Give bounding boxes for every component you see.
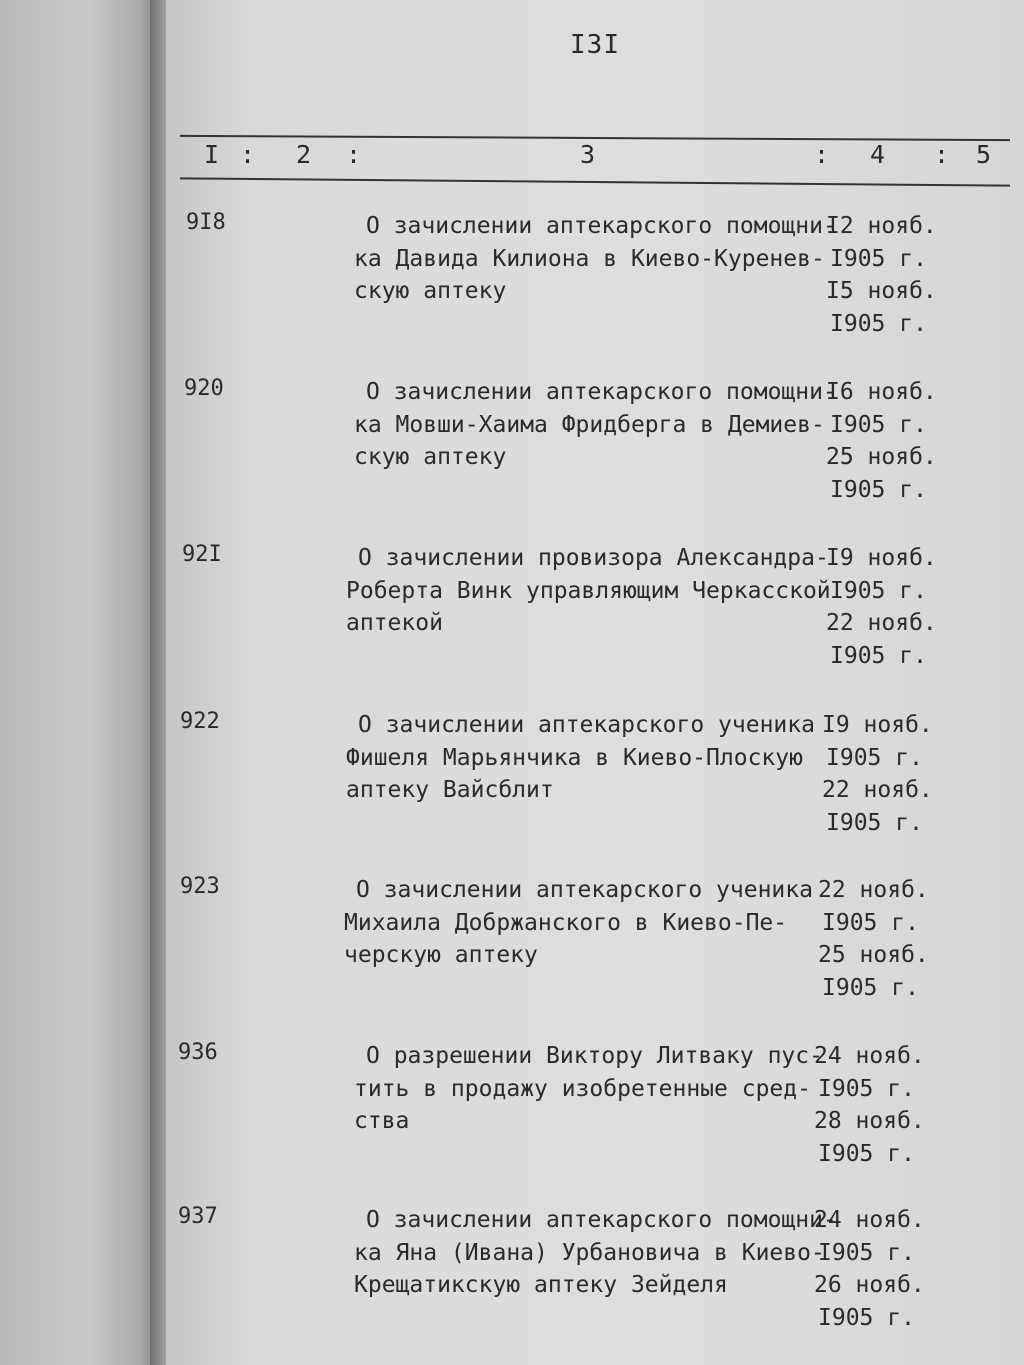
entry-description: [344, 874, 824, 972]
entry-description-line: аптекой: [346, 610, 443, 636]
entry-description-line: О разрешении Виктору Литваку пус-: [366, 1043, 823, 1069]
entry-number: 937: [178, 1204, 218, 1229]
entry-date-line: I905 г.: [830, 310, 927, 337]
register-entry: [166, 376, 1024, 526]
entry-number: 92I: [182, 542, 222, 567]
entry-number: 922: [180, 709, 220, 734]
entry-dates: [814, 1040, 964, 1170]
column-header-separator: :: [934, 140, 950, 169]
entry-date-line: I905 г.: [822, 974, 919, 1001]
entry-description-line: тить в продажу изобретенные сред-: [354, 1075, 811, 1102]
register-entry: [166, 1204, 1024, 1354]
register-entries: [166, 0, 1024, 1365]
entry-number: 9I8: [186, 210, 226, 235]
entry-description-line: ства: [354, 1108, 410, 1134]
entry-date-line: I905 г.: [830, 245, 927, 272]
entry-date-line: I905 г.: [826, 744, 923, 771]
entry-date-line: 26 нояб.: [814, 1272, 925, 1298]
entry-date-line: 25 нояб.: [826, 444, 937, 470]
entry-description-line: черскую аптеку: [344, 942, 538, 968]
entry-description-line: О зачислении аптекарского помощни-: [366, 379, 837, 405]
entry-date-line: I905 г.: [818, 1239, 915, 1266]
entry-date-line: 25 нояб.: [818, 942, 929, 968]
column-header-1: I: [204, 140, 220, 169]
register-entry: [166, 210, 1024, 360]
entry-date-line: I905 г.: [822, 909, 919, 936]
entry-description: [346, 542, 831, 640]
entry-description-line: ка Мовши-Хаима Фридберга в Демиев-: [354, 411, 825, 438]
entry-dates: [826, 376, 976, 506]
column-header-3: 3: [580, 140, 596, 169]
entry-date-line: I6 нояб.: [826, 379, 937, 405]
column-header-separator: :: [814, 140, 830, 169]
entry-description-line: Роберта Винк управляющим Черкасской: [346, 577, 831, 604]
entry-description: [354, 376, 837, 474]
entry-description: [354, 1040, 834, 1138]
entry-description-line: скую аптеку: [354, 444, 507, 470]
document-page: [166, 0, 1024, 1365]
entry-date-line: I5 нояб.: [826, 278, 937, 304]
entry-description-line: О зачислении аптекарского ученика: [358, 712, 815, 738]
entry-description-line: Крещатикскую аптеку Зейделя: [354, 1272, 728, 1298]
entry-date-line: I905 г.: [826, 809, 923, 836]
entry-date-line: I905 г.: [818, 1304, 915, 1331]
register-entry: [166, 1040, 1024, 1190]
register-entry: [166, 709, 1024, 859]
column-header-separator: :: [346, 140, 362, 169]
entry-number: 923: [180, 874, 220, 899]
column-header-2: 2: [296, 140, 312, 169]
column-header-5: 5: [976, 140, 992, 169]
entry-number: 936: [178, 1040, 218, 1065]
entry-date-line: 22 нояб.: [826, 610, 937, 636]
entry-date-line: I905 г.: [818, 1075, 915, 1102]
entry-dates: [822, 709, 972, 839]
entry-description-line: скую аптеку: [354, 278, 507, 304]
entry-dates: [814, 1204, 964, 1334]
entry-description: [354, 210, 837, 308]
entry-date-line: I2 нояб.: [826, 213, 937, 239]
entry-date-line: I9 нояб.: [826, 545, 937, 571]
register-entry: [166, 542, 1024, 692]
entry-description-line: ка Давида Килиона в Киево-Куренев-: [354, 245, 825, 272]
entry-date-line: I905 г.: [830, 411, 927, 438]
entry-date-line: 28 нояб.: [814, 1108, 925, 1134]
entry-date-line: I9 нояб.: [822, 712, 933, 738]
entry-dates: [826, 542, 976, 672]
entry-description: [346, 709, 826, 807]
entry-description-line: Фишеля Марьянчика в Киево-Плоскую: [346, 744, 803, 771]
column-header-4: 4: [870, 140, 886, 169]
entry-description-line: О зачислении аптекарского ученика: [356, 877, 813, 903]
entry-description-line: О зачислении аптекарского помощни-: [366, 1207, 837, 1233]
entry-description-line: О зачислении провизора Александра-: [358, 545, 829, 571]
page-number: I3I: [570, 30, 620, 60]
entry-description: [354, 1204, 837, 1302]
entry-date-line: I905 г.: [818, 1140, 915, 1167]
entry-dates: [818, 874, 968, 1004]
entry-date-line: I905 г.: [830, 476, 927, 503]
entry-date-line: 22 нояб.: [818, 877, 929, 903]
entry-date-line: 22 нояб.: [822, 777, 933, 803]
column-header-separator: :: [240, 140, 256, 169]
previous-page-edge: [0, 0, 160, 1365]
register-entry: [166, 874, 1024, 1024]
entry-description-line: ка Яна (Ивана) Урбановича в Киево-: [354, 1239, 825, 1266]
entry-date-line: I905 г.: [830, 577, 927, 604]
entry-description-line: О зачислении аптекарского помощни-: [366, 213, 837, 239]
entry-date-line: I905 г.: [830, 642, 927, 669]
entry-description-line: Михаила Добржанского в Киево-Пе-: [344, 909, 788, 936]
entry-date-line: 24 нояб.: [814, 1207, 925, 1233]
entry-dates: [826, 210, 976, 340]
entry-number: 920: [184, 376, 224, 401]
entry-description-line: аптеку Вайсблит: [346, 777, 554, 803]
entry-date-line: 24 нояб.: [814, 1043, 925, 1069]
